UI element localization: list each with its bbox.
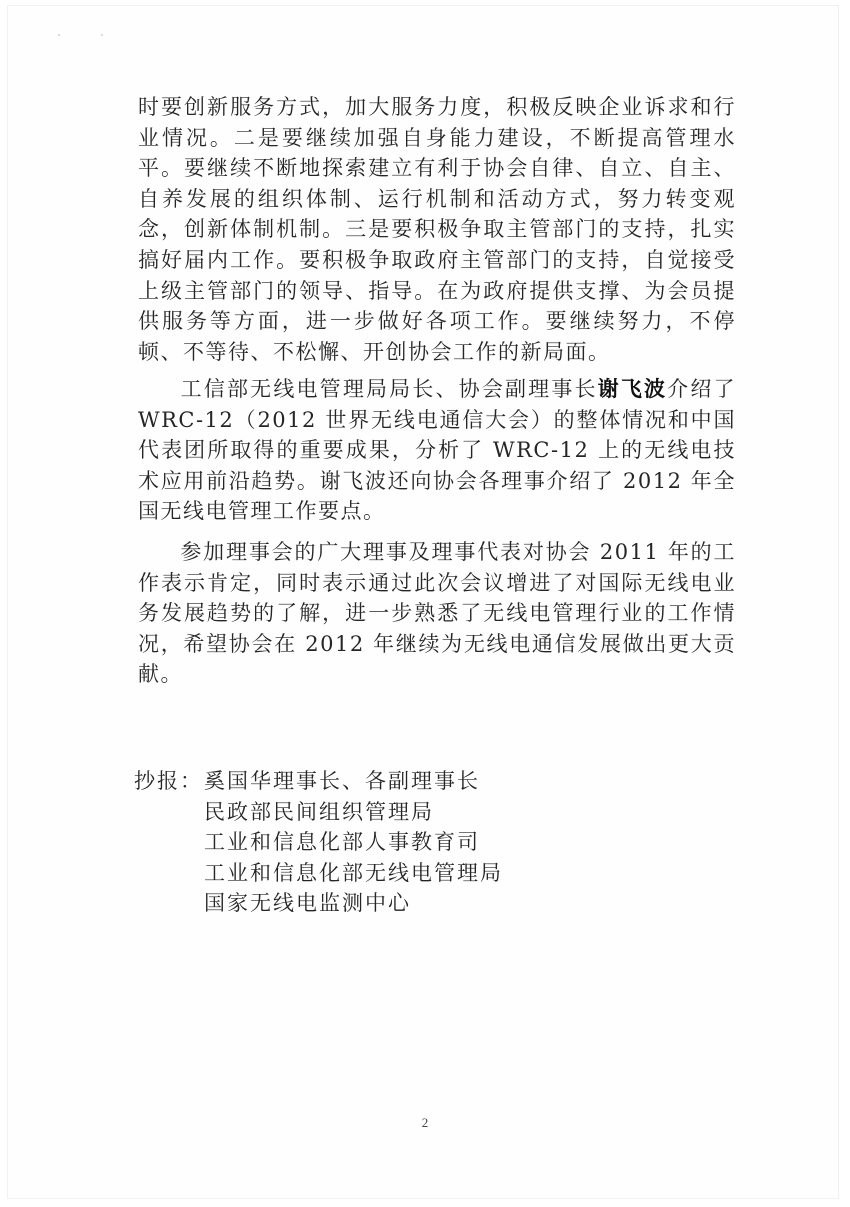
cc-recipient: 奚国华理事长、各副理事长 [204, 769, 480, 793]
paragraph-2-rest: 介绍了 WRC-12（2012 世界无线电通信大会）的整体情况和中国代表团所取得的重要成果，分析了 WRC-12 上的无线电技术应用前沿趋势。谢飞波还向协会各理事介绍了 2012 年全国无线电管理工作要点。 [138, 377, 737, 524]
cc-recipient: 工业和信息化部无线电管理局 [204, 860, 503, 885]
speaker-name: 谢飞波 [597, 376, 668, 401]
scan-speck [101, 34, 103, 36]
paragraph-2-lead: 工信部无线电管理局局长、协会副理事长 [180, 377, 598, 401]
body-paragraph-1: 时要创新服务方式，加大服务力度，积极反映企业诉求和行业情况。二是要继续加强自身能力建设，不断提高管理水平。要继续不断地探索建立有利于协会自律、自立、自主、自养发展的组织体制、运行机制和活动方式，努力转变观念，创新体制机制。三是要积极争取主管部门的支持，扎实搞好届内工作。要积极争取政府主管部门的支持，自觉接受上级主管部门的领导、指导。在为政府提供支撑、为会员提供服务等方面，进一步做好各项工作。要继续努力，不停顿、不等待、不松懈、开创协会工作的新局面。 [138, 95, 736, 364]
page-number: 2 [421, 1115, 429, 1130]
scan-speck [58, 34, 60, 36]
cc-recipient: 民政部民间组织管理局 [204, 799, 434, 824]
body-paragraph-2 [138, 374, 736, 527]
cc-label: 抄报： [134, 769, 203, 793]
cc-recipient: 工业和信息化部人事教育司 [204, 830, 480, 855]
cc-recipient-list [204, 766, 503, 919]
paragraph-3-text: 参加理事会的广大理事及理事代表对协会 2011 年的工作表示肯定，同时表示通过此次会议增进了对国际无线电业务发展趋势的了解，进一步熟悉了无线电管理行业的工作情况，希望协会在 2012 年继续为无线电通信发展做出更大贡献。 [138, 540, 736, 687]
body-paragraph-3 [138, 537, 736, 690]
cc-recipient: 国家无线电监测中心 [204, 891, 411, 916]
